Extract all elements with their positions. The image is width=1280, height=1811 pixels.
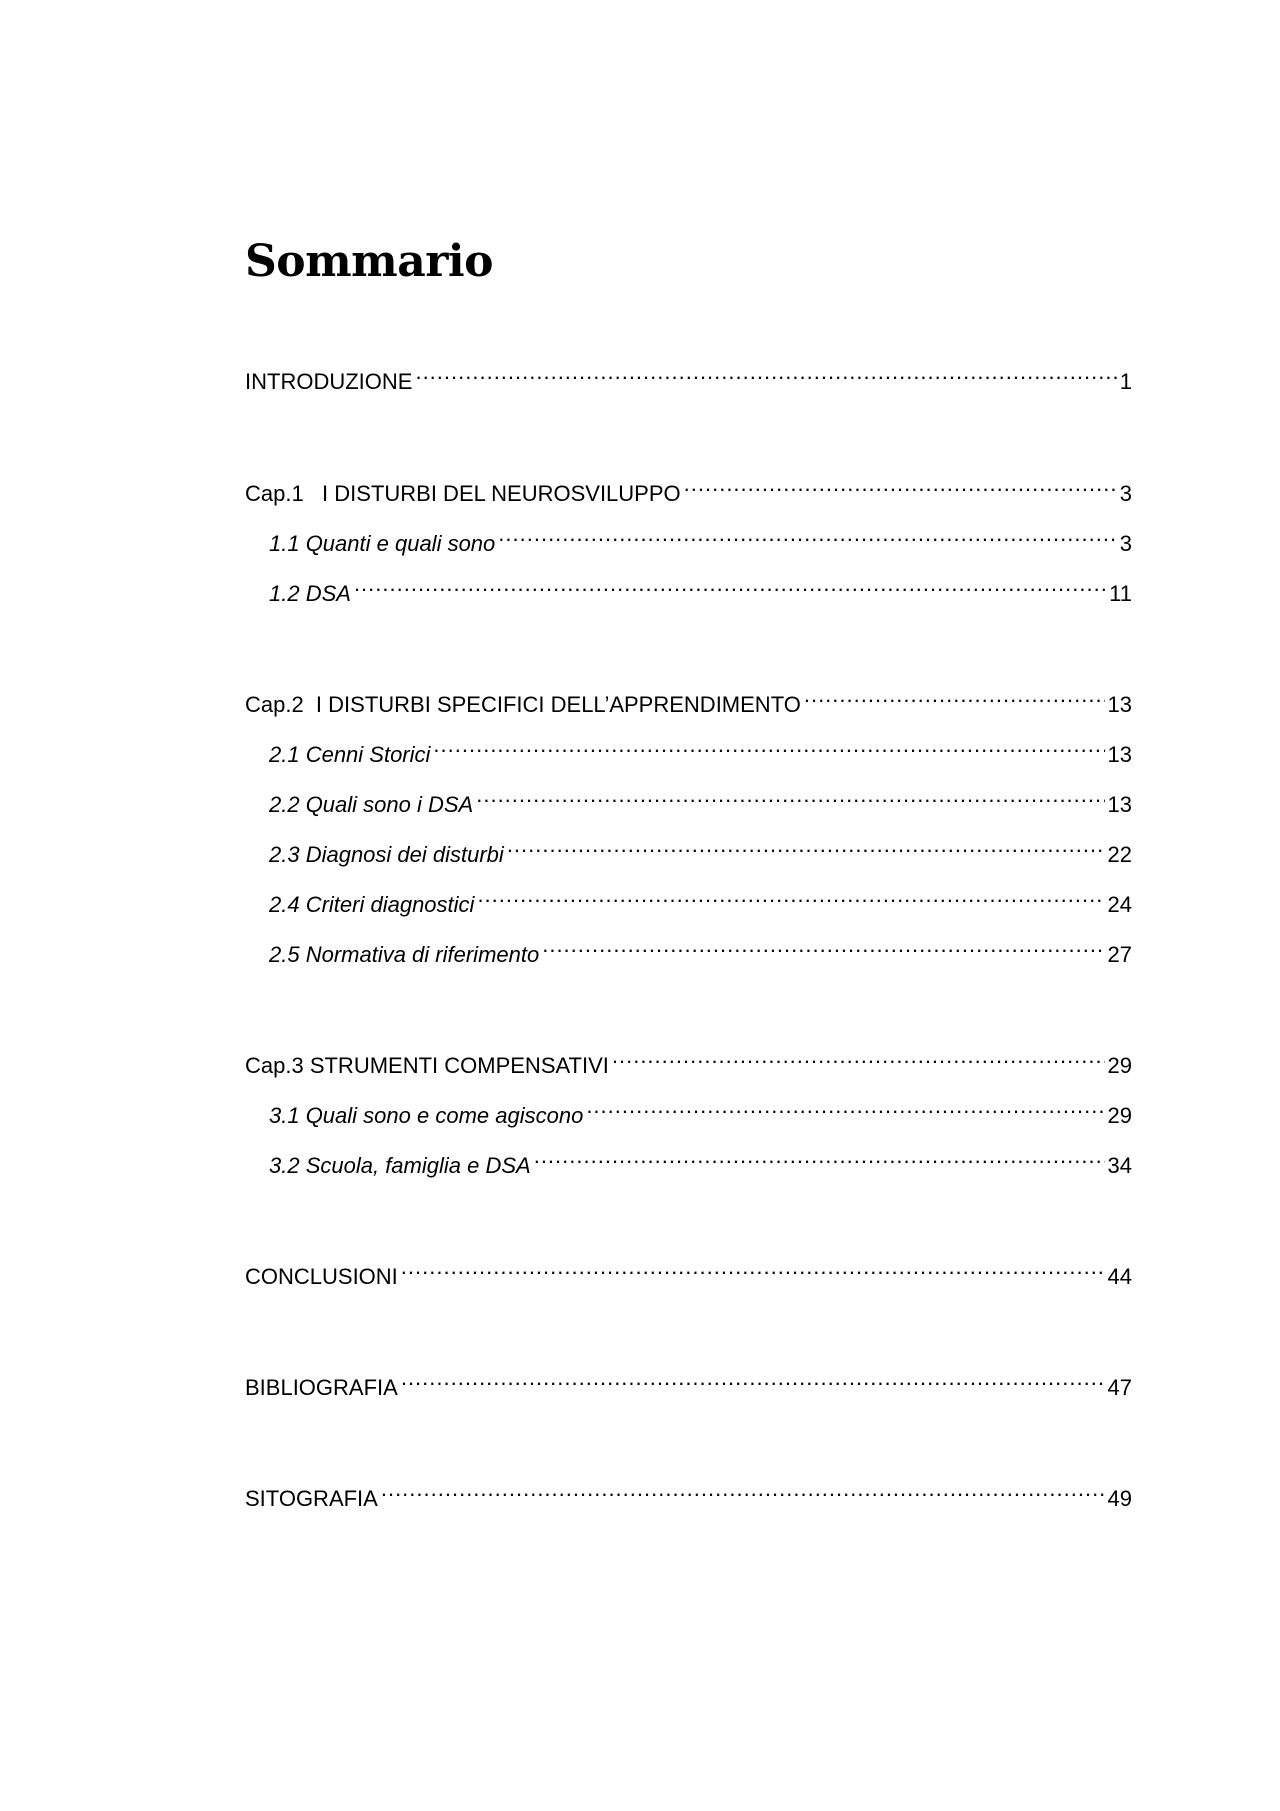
toc-page-number: 49 [1107,1486,1132,1511]
toc-entry-conclusioni[interactable] [245,1250,1132,1289]
dot-leader [507,828,1105,862]
dot-leader [684,467,1117,501]
toc-entry-cap1[interactable] [245,467,1132,506]
dot-leader [498,517,1116,551]
toc-entry-label: BIBLIOGRAFIA [245,1375,398,1400]
toc-entry-label: 1.1 Quanti e quali sono [269,531,496,556]
toc-page-number: 47 [1107,1375,1132,1400]
toc-page-number: 1 [1119,369,1132,394]
toc-page-number: 22 [1107,842,1132,867]
dot-leader [586,1089,1104,1123]
toc-entry-2-4[interactable] [269,878,1132,917]
toc-page-number: 34 [1107,1153,1132,1178]
dot-leader [476,778,1104,812]
toc-page-number: 13 [1107,742,1132,767]
toc-entry-label: 2.4 Criteri diagnostici [269,892,475,917]
toc-entry-label: SITOGRAFIA [245,1486,378,1511]
toc-entry-2-1[interactable] [269,728,1132,767]
toc-page-number: 13 [1107,792,1132,817]
toc-entry-label: Cap.2 I DISTURBI SPECIFICI DELL’APPRENDIMENTO [245,692,801,717]
dot-leader [804,678,1105,712]
toc-entry-cap3[interactable] [245,1039,1132,1078]
toc-entry-2-2[interactable] [269,778,1132,817]
toc-entry-1-1[interactable] [269,517,1132,556]
toc-entry-cap2[interactable] [245,678,1132,717]
dot-leader [381,1472,1105,1506]
toc-entry-label: 3.1 Quali sono e come agiscono [269,1103,584,1128]
toc-entry-label: 2.3 Diagnosi dei disturbi [269,842,504,867]
dot-leader [401,1250,1105,1284]
toc-page-number: 29 [1107,1103,1132,1128]
toc-page-number: 13 [1107,692,1132,717]
dot-leader [542,928,1104,962]
toc-entry-2-5[interactable] [269,928,1132,967]
toc-entry-3-1[interactable] [269,1089,1132,1128]
toc-entry-sitografia[interactable] [245,1472,1132,1511]
toc-entry-3-2[interactable] [269,1139,1132,1178]
toc-page-number: 29 [1107,1053,1132,1078]
toc-entry-label: INTRODUZIONE [245,369,413,394]
toc-entry-2-3[interactable] [269,828,1132,867]
dot-leader [415,355,1116,389]
toc-page-number: 3 [1119,481,1132,506]
toc-entry-label: CONCLUSIONI [245,1264,398,1289]
toc-entry-label: 2.5 Normativa di riferimento [269,942,540,967]
toc-entry-label: Cap.1 I DISTURBI DEL NEUROSVILUPPO [245,481,681,506]
toc-page-number: 24 [1107,892,1132,917]
toc-entry-introduzione[interactable] [245,355,1132,394]
toc-page-number: 11 [1109,581,1132,606]
toc-entry-1-2[interactable] [269,567,1132,606]
page-title: Sommario [245,236,493,287]
toc-entry-label: 2.1 Cenni Storici [269,742,431,767]
toc-page-number: 3 [1119,531,1132,556]
toc-page-number: 27 [1107,942,1132,967]
toc-entry-label: Cap.3 STRUMENTI COMPENSATIVI [245,1053,609,1078]
dot-leader [612,1039,1105,1073]
toc-entry-label: 3.2 Scuola, famiglia e DSA [269,1153,531,1178]
dot-leader [433,728,1104,762]
dot-leader [477,878,1104,912]
dot-leader [354,567,1106,601]
toc-entry-bibliografia[interactable] [245,1361,1132,1400]
dot-leader [401,1361,1105,1395]
dot-leader [534,1139,1105,1173]
toc-entry-label: 2.2 Quali sono i DSA [269,792,474,817]
toc-entry-label: 1.2 DSA [269,581,351,606]
toc-page-number: 44 [1107,1264,1132,1289]
